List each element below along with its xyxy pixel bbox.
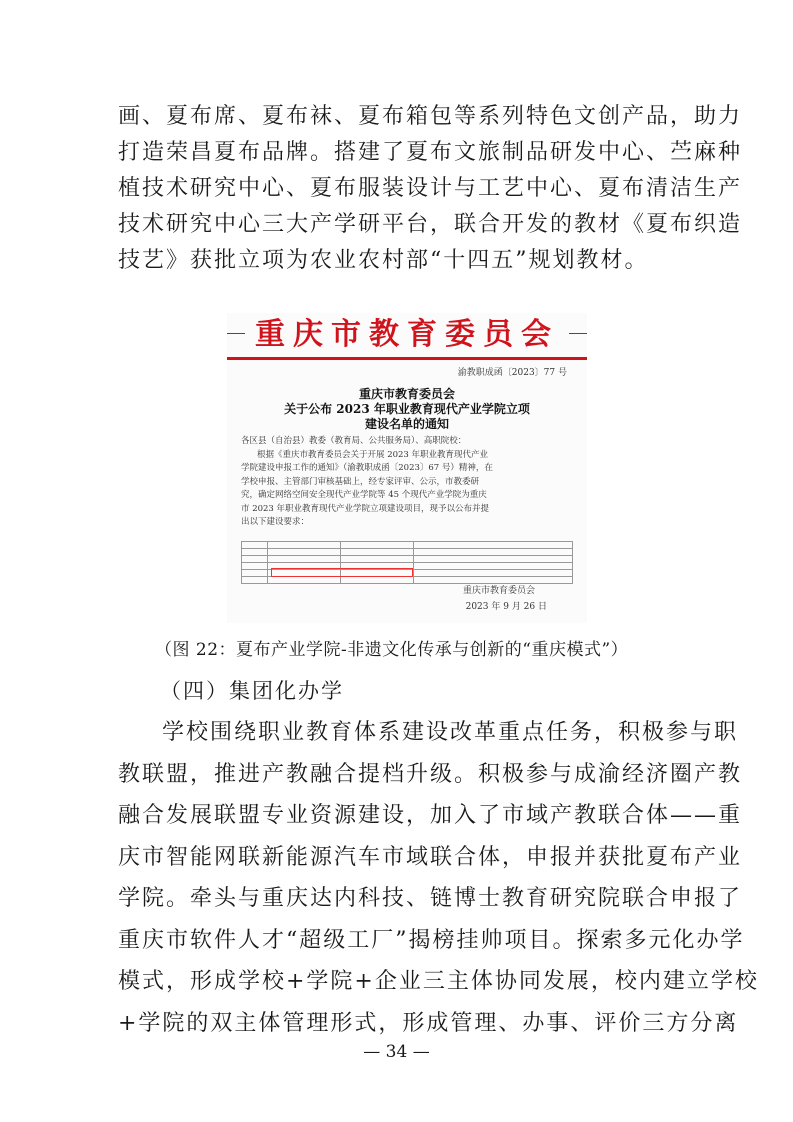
table-row [242, 556, 573, 563]
document-body-line: 学校申报、主管部门审核基础上，经专家评审、公示，市教委研 [241, 476, 480, 487]
text-line: 学校围绕职业教育体系建设改革重点任务，积极参与职 [162, 720, 739, 745]
document-title-line: 建设名单的通知 [364, 417, 449, 431]
paragraph-intro [118, 99, 743, 279]
document-body-line: 各区县（自治县）教委（教育局、公共服务局）、高职院校： [241, 436, 467, 446]
text-line: 画、夏布席、夏布袜、夏布箱包等系列特色文创产品，助力 [118, 104, 743, 129]
table-row [242, 542, 573, 549]
document-body-line: 出以下建设要求： [241, 517, 310, 527]
text-line: 学院。牵头与重庆达内科技、链博士教育研究院联合申报了 [118, 886, 743, 911]
document-body-line: 市 2023 年职业教育现代产业学院立项建设项目，现予以公布并提 [241, 503, 490, 514]
text-line: 融合发展联盟专业资源建设，加入了市域产教联合体——重 [118, 803, 743, 828]
paragraph-group-education [118, 712, 759, 1044]
document-red-header: 重庆市教育委员会 [255, 317, 559, 352]
text-line: 技术研究中心三大产学研平台，联合开发的教材《夏布织造 [118, 212, 743, 237]
notice-document-image [227, 313, 587, 623]
table-row [242, 549, 573, 556]
document-number: 渝教职成函〔2023〕77 号 [457, 368, 567, 378]
section-heading: （四）集团化办学 [160, 679, 344, 703]
figure-caption: （图 22：夏布产业学院-非遗文化传承与创新的“重庆模式”） [155, 640, 629, 660]
highlight-box [271, 568, 413, 577]
document-table [241, 541, 573, 584]
text-line: +学院的双主体管理形式，形成管理、办事、评价三方分离 [118, 1010, 739, 1036]
text-line: 庆市智能网联新能源汽车市域联合体，申报并获批夏布产业 [118, 844, 743, 870]
document-date: 2023 年 9 月 26 日 [465, 602, 547, 612]
document-body [241, 435, 577, 530]
document-body-line: 学院建设申报工作的通知》（渝教职成函〔2023〕67 号）精神，在 [241, 463, 493, 473]
text-line: 打造荣昌夏布品牌。搭建了夏布文旅制品研发中心、苎麻种 [118, 140, 743, 165]
text-line: 模式，形成学校+学院+企业三主体协同发展，校内建立学校 [118, 969, 759, 994]
document-body-line: 根据《重庆市教育委员会关于开展 2023 年职业教育现代产业 [257, 449, 489, 460]
text-line: 重庆市软件人才“超级工厂”揭榜挂帅项目。探索多元化办学 [118, 927, 745, 953]
red-divider [227, 357, 587, 360]
text-line: 植技术研究中心、夏布服装设计与工艺中心、夏布清洁生产 [118, 176, 743, 201]
document-body-line: 究，确定网络空间安全现代产业学院等 45 个现代产业学院为重庆 [241, 490, 487, 500]
document-signature: 重庆市教育委员会 [462, 586, 535, 596]
document-title-line: 关于公布 2023 年职业教育现代产业学院立项 [284, 402, 530, 416]
page-number: — 34 — [363, 1042, 430, 1062]
document-title-line: 重庆市教育委员会 [358, 387, 455, 401]
text-line: 教联盟，推进产教融合提档升级。积极参与成渝经济圈产教 [118, 761, 743, 787]
text-line: 技艺》获批立项为农业农村部“十四五”规划教材。 [118, 248, 649, 273]
